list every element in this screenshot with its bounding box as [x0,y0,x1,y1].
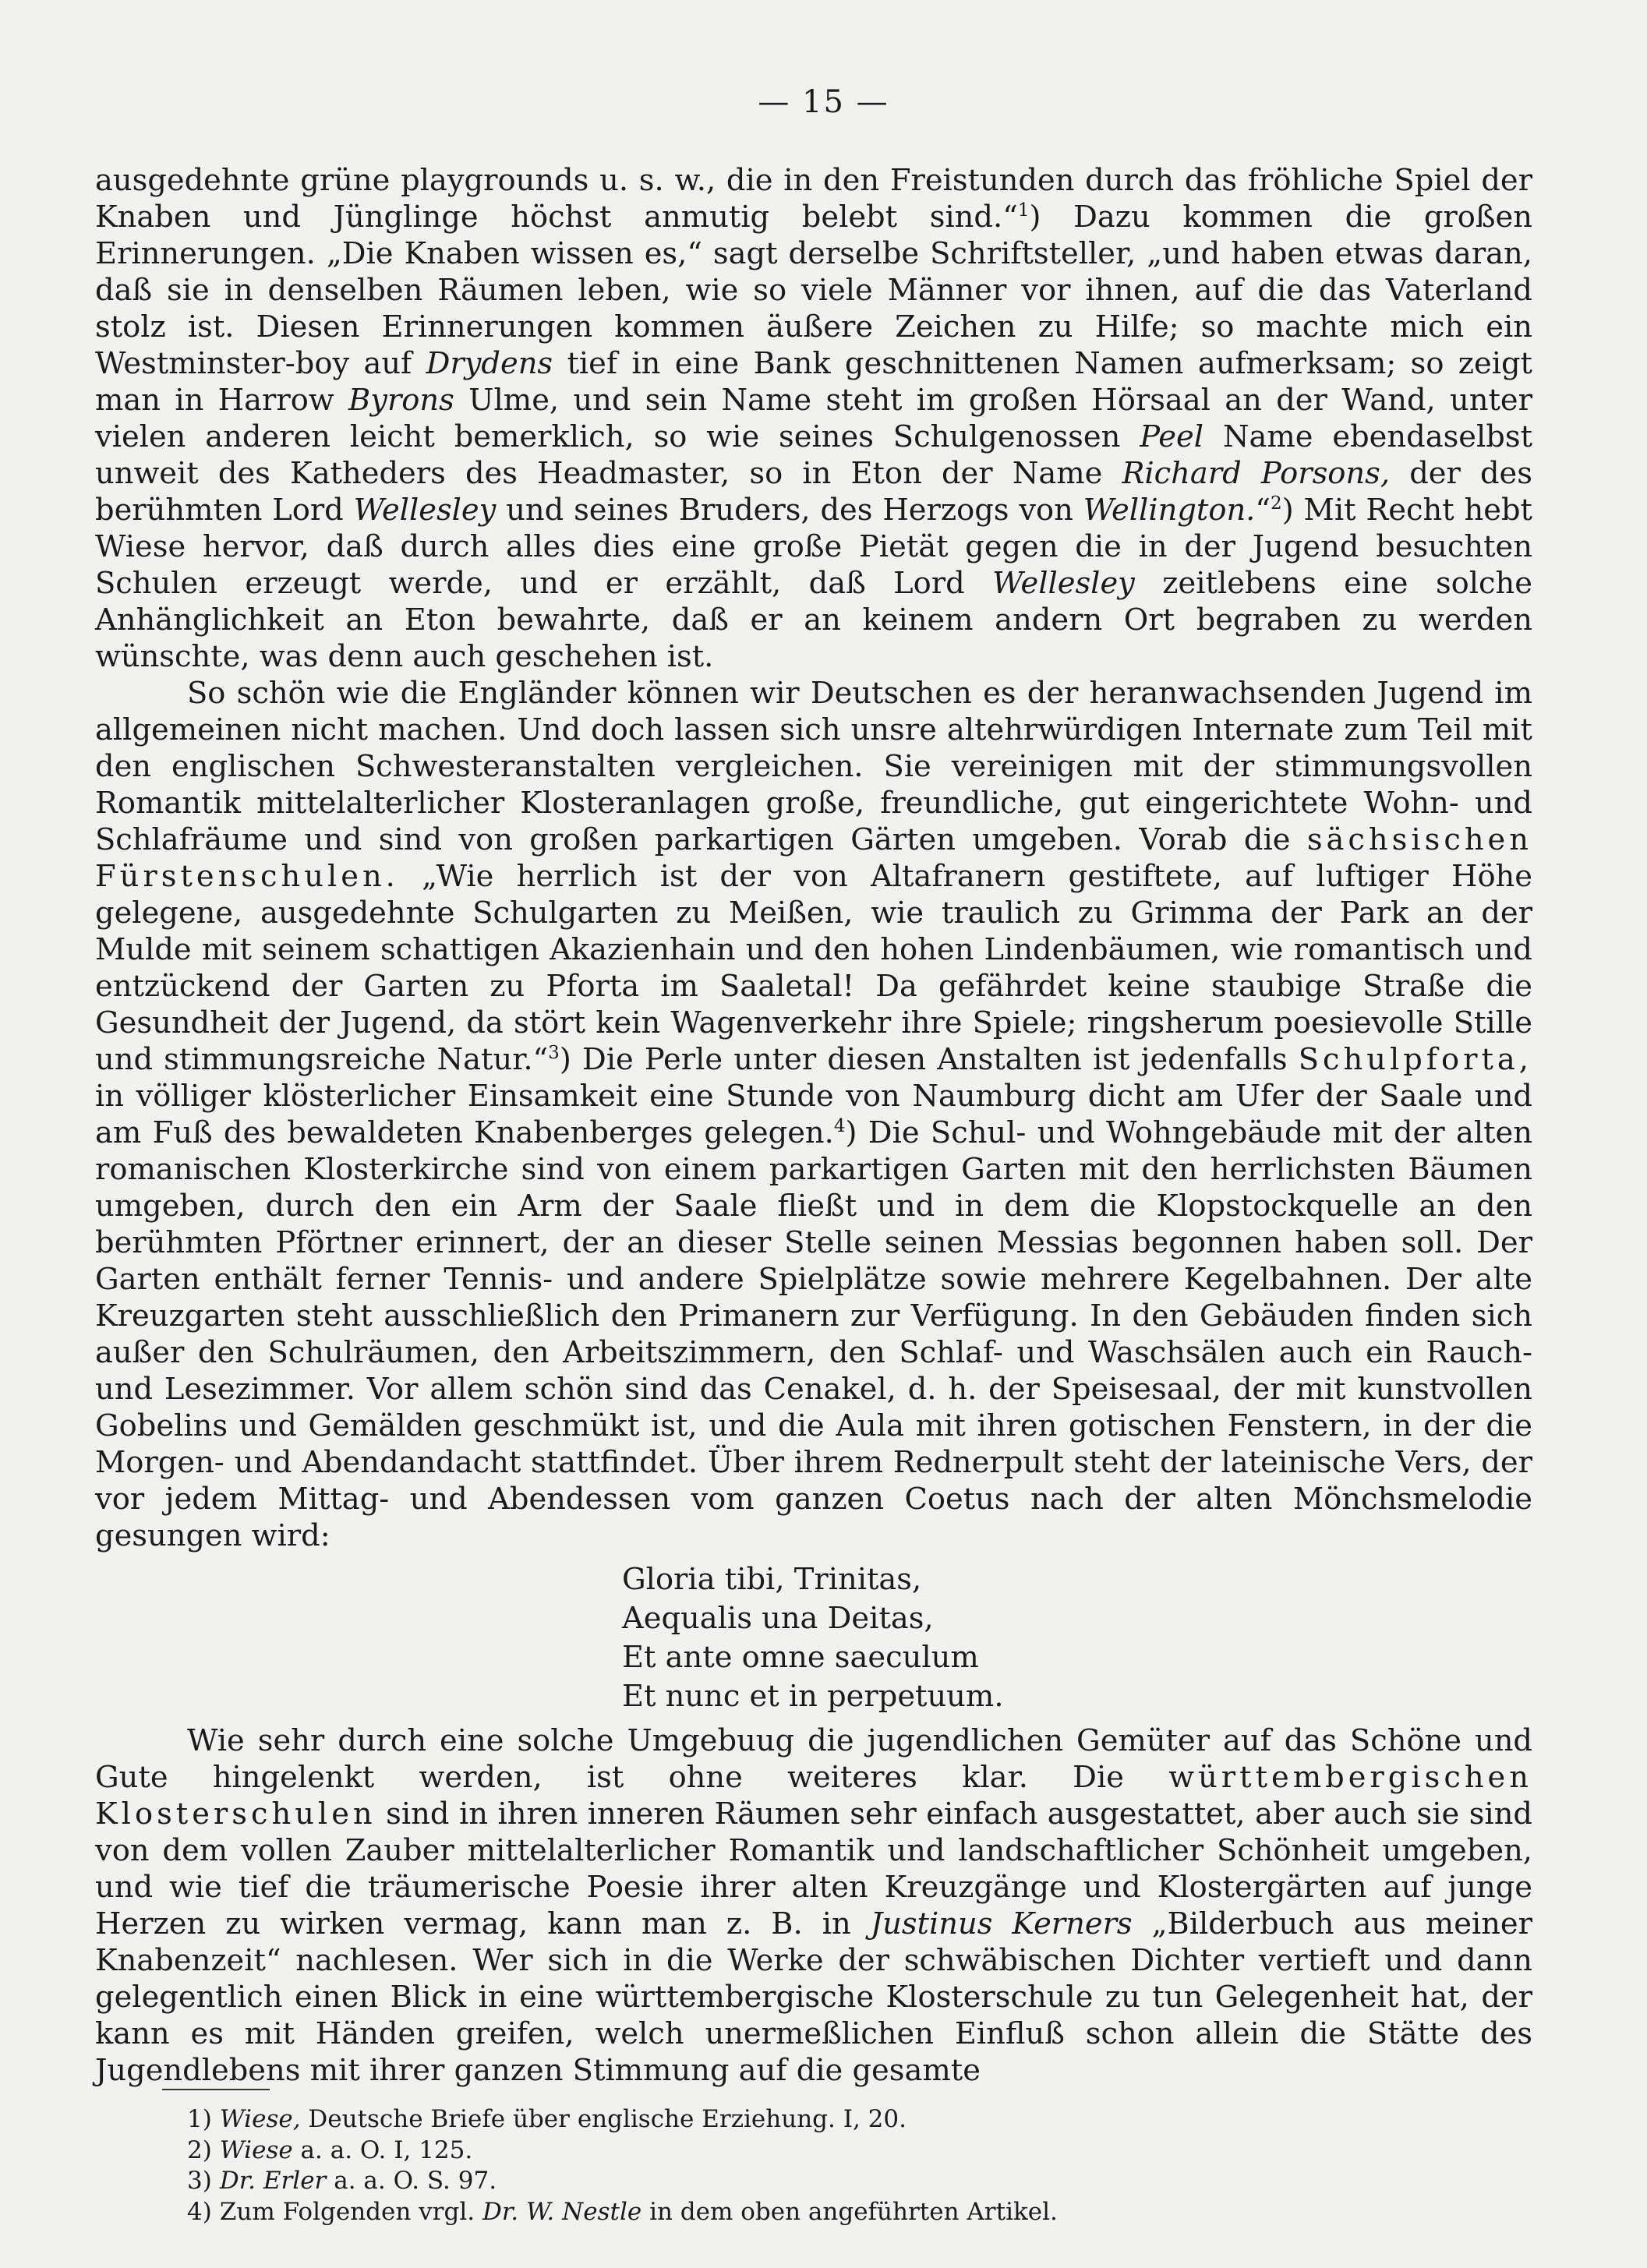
text-run: und seines Bruders, des Herzogs von [496,493,1083,528]
text-run: der des berühmten Lord [95,456,1532,528]
footnote-ref: 3 [548,1043,560,1064]
italic-name: Drydens [426,346,553,381]
text-run: So schön wie die Engländer können wir Deutschen es der heranwachsenden Jugend im allgemeinen nicht machen. Und doch lassen sich unsre altehrwürdigen Internate zum Teil mit den englischen Schwesteranstalten vergleichen. Sie vereinigen mit der stimmungsvollen Romantik mittelalterlicher Klosteranlagen große, freundliche, gut eingerichtete Wohn- und Schlafräume und sind von großen parkartigen Gärten umgeben. Vorab die [95,676,1532,857]
footnote-author: Dr. Erler [219,2167,327,2195]
text-run: tief in eine Bank geschnittenen Namen aufmerksam; so zeigt man in Harrow [95,346,1532,418]
text-run: ) Die Perle unter diesen Anstalten ist jedenfalls [559,1042,1299,1077]
italic-name: Wellesley [992,566,1135,601]
spaced-term: sächsischen Fürstenschulen. [95,822,1532,894]
italic-name: Peel [1140,419,1204,454]
footnote-author: Wiese, [219,2105,301,2133]
footnote-number: 4) [187,2197,212,2226]
footnote-text: in dem oben angeführten Artikel. [641,2197,1058,2226]
footnote [187,2104,1356,2136]
text-run: zeitlebens eine solche Anhänglichkeit an Eton bewahrte, daß er an keinem andern Ort begraben zu werden wünschte, was denn auch geschehen ist. [95,566,1532,674]
text-run: Wie sehr durch eine solche Umgebuug die jugendlichen Gemüter auf das Schöne und Gute hingelenkt werden, ist ohne weiteres klar. Die [95,1723,1532,1795]
verse-line: Et ante omne saeculum [622,1640,979,1675]
footnote-text: a. a. O. S. 97. [326,2167,497,2195]
main-text [95,162,1532,2089]
text-run: ausgedehnte grüne playgrounds u. s. w., die in den Freistunden durch das fröhliche Spiel der Knaben und Jünglinge höchst anmutig belebt sind.“ [95,163,1532,235]
footnote-author: Dr. W. Nestle [482,2197,642,2226]
text-run: ) Dazu kommen die großen Erinnerungen. „Die Knaben wissen es,“ sagt derselbe Schriftsteller, „und haben etwas daran, daß sie in denselben Räumen leben, wie so viele Männer vor ihnen, auf die das Vaterland stolz ist. Diesen Erinnerungen kommen äußere Zeichen zu Hilfe; so machte mich ein Westminster-boy auf [95,200,1532,381]
italic-name: Byrons [348,383,454,418]
paragraph-2 [95,675,1532,1554]
footnote [187,2166,1356,2197]
latin-verse [622,1560,1532,1716]
footnote-divider [162,2089,270,2090]
footnote-number: 2) [187,2136,212,2164]
text-run: “ [1255,493,1271,528]
italic-name: Richard Porsons, [1122,456,1391,491]
spaced-term: württembergischen Klosterschulen [95,1760,1532,1832]
italic-name: Wellington. [1083,493,1256,528]
footnote-ref: 2 [1271,493,1282,514]
spaced-term: Schulpforta, [1298,1042,1533,1077]
footnote [187,2136,1356,2167]
footnote-number: 1) [187,2105,212,2133]
italic-name: Wellesley [353,493,497,528]
text-run: „Bilderbuch aus meiner Knabenzeit“ nachlesen. Wer sich in die Werke der schwäbischen Dichter vertieft und dann gelegentlich einen Blick in eine württembergische Klosterschule zu tun Gelegenheit hat, der kann es mit Händen greifen, welch unermeßlichen Einfluß schon allein die Stätte des Jugendlebens mit ihrer ganzen Stimmung auf die gesamte [95,1906,1533,2088]
text-run: in völliger klösterlicher Einsamkeit eine Stunde von Naumburg dicht am Ufer der Saale und am Fuß des bewaldeten Knabenberges gelegen. [95,1079,1532,1150]
verse-line: Gloria tibi, Trinitas, [622,1562,922,1597]
footnote [187,2197,1356,2228]
text-run: Ulme, und sein Name steht im großen Hörsaal an der Wand, unter vielen anderen leicht bemerklich, so wie seines Schulgenossen [95,383,1532,454]
paragraph-1 [95,162,1532,675]
text-run: ) Mit Recht hebt Wiese hervor, daß durch alles dies eine große Pietät gegen die in der Jugend besuchten Schulen erzeugt werde, und er erzählt, daß Lord [95,493,1532,601]
verse-line: Aequalis una Deitas, [622,1601,934,1636]
paragraph-3 [95,1722,1532,2089]
page-number: — 15 — [758,84,889,120]
footnotes [187,2104,1356,2227]
text-run: sind in ihren inneren Räumen sehr einfach ausgestattet, aber auch sie sind von dem vollen Zauber mittelalterlicher Romantik und landschaftlicher Schönheit umgeben, und wie tief die träumerische Poesie ihrer alten Kreuzgänge und Klostergärten auf junge Herzen zu wirken vermag, kann man z. B. in [95,1796,1532,1941]
footnote-text: Zum Folgenden vrgl. [219,2197,482,2226]
text-run: Name ebendaselbst unweit des Katheders des Headmaster, so in Eton der Name [95,419,1532,491]
footnote-author: Wiese [219,2136,293,2164]
text-run: ) Die Schul- und Wohngebäude mit der alten romanischen Klosterkirche sind von einem parkartigen Garten mit den herrlichsten Bäumen umgeben, durch den ein Arm der Saale fließt und in dem die Klopstockquelle an den berühmten Pförtner erinnert, der an dieser Stelle seinen Messias begonnen haben soll. Der Garten enthält ferner Tennis- und andere Spielplätze sowie mehrere Kegelbahnen. Der alte Kreuzgarten steht ausschließlich den Primanern zur Verfügung. In den Gebäuden finden sich außer den Schulräumen, den Arbeitszimmern, den Schlaf- und Waschsälen auch ein Rauch- und Lesezimmer. Vor allem schön sind das Cenakel, d. h. der Speisesaal, der mit kunstvollen Gobelins und Gemälden geschmükt ist, und die Aula mit ihren gotischen Fenstern, in der die Morgen- und Abendandacht stattfindet. Über ihrem Rednerpult steht der lateinische Vers, der vor jedem Mittag- und Abendessen vom ganzen Coetus nach der alten Mönchsmelodie gesungen wird: [95,1115,1532,1553]
text-run: „Wie herrlich ist der von Altafranern gestiftete, auf luftiger Höhe gelegene, ausgedehnte Schulgarten zu Meißen, wie traulich zu Grimma der Park an der Mulde mit seinem schattigen Akazienhain und den hohen Lindenbäumen, wie romantisch und entzückend der Garten zu Pforta im Saaletal! Da gefährdet keine staubige Straße die Gesundheit der Jugend, da stört kein Wagenverkehr ihre Spiele; ringsherum poesievolle Stille und stimmungsreiche Natur.“ [95,859,1532,1077]
italic-name: Justinus Kerners [870,1906,1133,1941]
footnote-number: 3) [187,2167,212,2195]
footnote-ref: 4 [833,1116,846,1137]
footnote-text: Deutsche Briefe über englische Erziehung. I, 20. [300,2105,907,2133]
footnote-ref: 1 [1017,200,1030,221]
verse-line: Et nunc et in perpetuum. [622,1679,1004,1714]
footnote-text: a. a. O. I, 125. [292,2136,473,2164]
